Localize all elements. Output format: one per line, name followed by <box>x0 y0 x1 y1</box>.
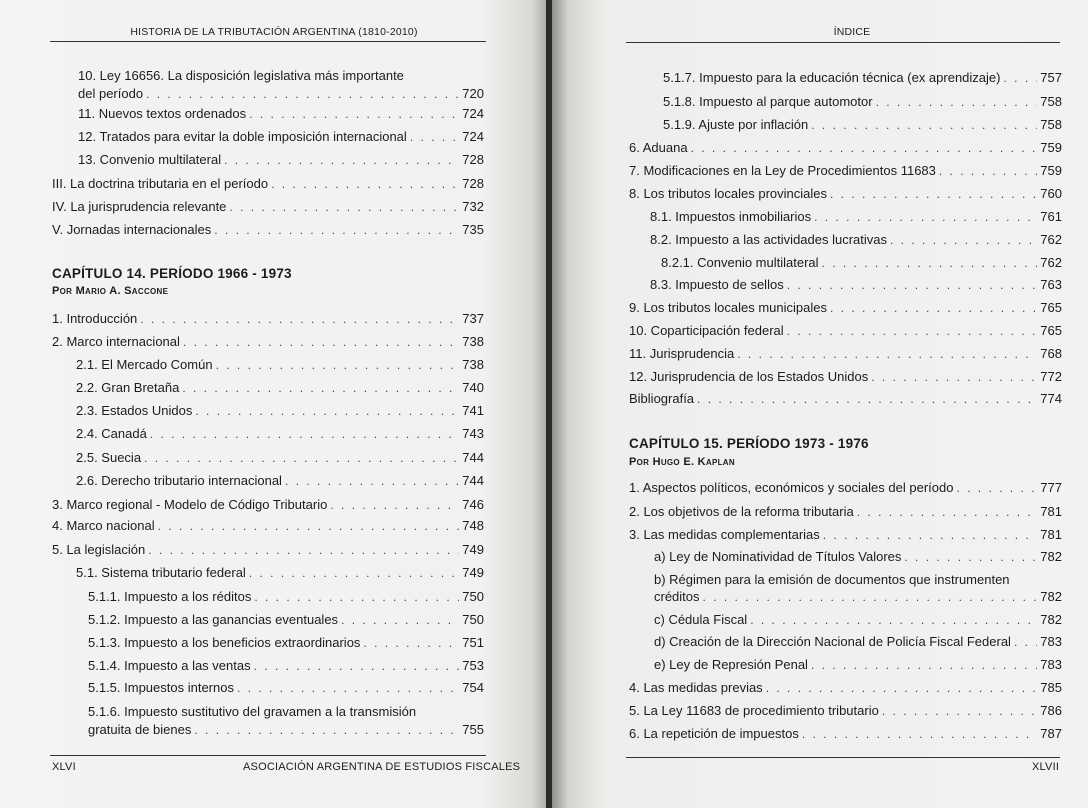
toc-page-number: 749 <box>462 565 484 580</box>
toc-page-number: 777 <box>1040 480 1062 495</box>
dot-leader <box>224 152 459 168</box>
toc-entry-label: 8.2.1. Convenio multilateral <box>661 255 819 270</box>
toc-entry <box>650 232 1062 248</box>
toc-entry <box>629 391 1062 407</box>
toc-entry <box>88 589 484 605</box>
dot-leader <box>830 300 1037 316</box>
toc-entry <box>52 334 484 350</box>
toc-entry-label: 5. La legislación <box>52 542 146 557</box>
toc-page-number: 758 <box>1040 94 1062 109</box>
toc-entry <box>76 357 484 373</box>
toc-page-number: 748 <box>462 518 484 533</box>
toc-entry <box>78 129 484 145</box>
toc-entry-label: 13. Convenio multilateral <box>78 152 222 167</box>
dot-leader <box>939 163 1037 179</box>
toc-entry <box>78 68 404 84</box>
toc-entry-label: 2. Los objetivos de la reforma tributaria <box>629 504 854 519</box>
dot-leader <box>363 635 459 651</box>
toc-entry <box>629 300 1062 316</box>
toc-entry-label: 9. Los tributos locales municipales <box>629 300 827 315</box>
toc-entry <box>52 222 484 238</box>
toc-page-number: 751 <box>462 635 484 650</box>
toc-entry <box>88 635 484 651</box>
toc-entry <box>654 657 1062 673</box>
toc-page-number: 758 <box>1040 117 1062 132</box>
dot-leader <box>148 542 459 558</box>
toc-entry <box>629 504 1062 520</box>
toc-entry <box>52 497 484 513</box>
toc-page-number: 757 <box>1040 70 1062 85</box>
toc-page-number: 785 <box>1040 680 1062 695</box>
dot-leader <box>254 658 460 674</box>
toc-entry <box>78 152 484 168</box>
toc-page-number: 761 <box>1040 209 1062 224</box>
toc-page-number: 740 <box>462 380 484 395</box>
toc-entry-label: 2.6. Derecho tributario internacional <box>76 473 282 488</box>
toc-entry-label: 5. La Ley 11683 de procedimiento tributario <box>629 703 879 718</box>
toc-page-number: 755 <box>462 722 484 737</box>
toc-page-number: 783 <box>1040 634 1062 649</box>
dot-leader <box>410 129 459 145</box>
dot-leader <box>814 209 1037 225</box>
dot-leader <box>271 176 459 192</box>
toc-entry <box>52 542 484 558</box>
toc-page-number: 781 <box>1040 504 1062 519</box>
dot-leader <box>249 106 459 122</box>
toc-entry-label: 5.1. Sistema tributario federal <box>76 565 246 580</box>
dot-leader <box>802 726 1037 742</box>
toc-page-number: 772 <box>1040 369 1062 384</box>
toc-page-number: 762 <box>1040 255 1062 270</box>
toc-entry-label: d) Creación de la Dirección Nacional de Policía Fiscal Federal <box>654 634 1011 649</box>
toc-entry-label: 8. Los tributos locales provinciales <box>629 186 827 201</box>
toc-entry <box>654 634 1062 650</box>
toc-entry-label: 6. Aduana <box>629 140 688 155</box>
toc-page-number: 732 <box>462 199 484 214</box>
dot-leader <box>194 722 459 738</box>
dot-leader <box>876 94 1038 110</box>
toc-entry <box>629 186 1062 202</box>
toc-entry-label: 10. Ley 16656. La disposición legislativa más importante <box>78 68 404 83</box>
toc-page-number: 782 <box>1040 612 1062 627</box>
toc-entry <box>629 680 1062 696</box>
toc-entry-label: 12. Tratados para evitar la doble imposición internacional <box>78 129 407 144</box>
dot-leader <box>904 549 1037 565</box>
toc-entry <box>52 199 484 215</box>
toc-page-number: 741 <box>462 403 484 418</box>
toc-entry-label: créditos <box>654 589 700 604</box>
dot-leader <box>237 680 459 696</box>
toc-page-number: 728 <box>462 152 484 167</box>
toc-entry-label: 4. Marco nacional <box>52 518 155 533</box>
toc-entry-label: V. Jornadas internacionales <box>52 222 212 237</box>
toc-entry <box>52 518 484 534</box>
toc-page-number: 720 <box>462 86 484 101</box>
toc-entry <box>76 426 484 442</box>
toc-page-number: 765 <box>1040 300 1062 315</box>
toc-entry-label: 11. Nuevos textos ordenados <box>78 106 247 121</box>
toc-entry-label: 3. Marco regional - Modelo de Código Tributario <box>52 497 328 512</box>
toc-entry-label: 1. Aspectos políticos, económicos y sociales del período <box>629 480 954 495</box>
toc-entry <box>654 589 1062 605</box>
toc-page-number: 744 <box>462 473 484 488</box>
toc-entry <box>629 346 1062 362</box>
toc-page-number: 737 <box>462 311 484 326</box>
header-rule <box>50 41 486 42</box>
toc-entry <box>629 323 1062 339</box>
chapter-author: Por Mario A. Saccone <box>52 285 169 297</box>
dot-leader <box>195 403 459 419</box>
toc-page-number: 762 <box>1040 232 1062 247</box>
toc-entry-label: III. La doctrina tributaria en el período <box>52 176 269 191</box>
toc-entry-label: 5.1.7. Impuesto para la educación técnica (ex aprendizaje) <box>663 70 1001 85</box>
toc-entry <box>629 163 1062 179</box>
dot-leader <box>285 473 459 489</box>
toc-entry-label: 1. Introducción <box>52 311 138 326</box>
toc-page-number: 753 <box>462 658 484 673</box>
dot-leader <box>871 369 1037 385</box>
toc-entry <box>629 140 1062 156</box>
toc-entry <box>88 680 484 696</box>
toc-page-number: 735 <box>462 222 484 237</box>
dot-leader <box>330 497 459 513</box>
chapter-title: CAPÍTULO 15. PERÍODO 1973 - 1976 <box>629 436 869 451</box>
toc-entry-label: 2. Marco internacional <box>52 334 180 349</box>
toc-entry <box>76 565 484 581</box>
toc-entry <box>629 480 1062 496</box>
toc-entry-label: 2.2. Gran Bretaña <box>76 380 180 395</box>
toc-page-number: 774 <box>1040 391 1062 406</box>
toc-entry <box>629 726 1062 742</box>
toc-entry-label: 3. Las medidas complementarias <box>629 527 820 542</box>
toc-page-number: 728 <box>462 176 484 191</box>
footer-rule <box>626 757 1060 758</box>
toc-page-number: 759 <box>1040 140 1062 155</box>
dot-leader <box>1014 634 1037 650</box>
dot-leader <box>811 657 1037 673</box>
toc-entry-label: 8.2. Impuesto a las actividades lucrativas <box>650 232 888 247</box>
toc-entry <box>52 176 484 192</box>
toc-entry <box>78 86 484 102</box>
toc-entry <box>629 369 1062 385</box>
dot-leader <box>254 589 459 605</box>
toc-entry-label: 2.1. El Mercado Común <box>76 357 213 372</box>
toc-entry <box>76 403 484 419</box>
dot-leader <box>750 612 1037 628</box>
toc-entry-label: gratuita de bienes <box>88 722 192 737</box>
running-head: ÍNDICE <box>833 26 871 38</box>
chapter-author: Por Hugo E. Kaplan <box>629 456 735 468</box>
toc-page-number: 743 <box>462 426 484 441</box>
header-rule <box>626 42 1060 43</box>
toc-page-number: 782 <box>1040 589 1062 604</box>
toc-page-number: 738 <box>462 357 484 372</box>
toc-entry <box>663 117 1062 133</box>
page-number: XLVII <box>1032 761 1060 773</box>
toc-entry <box>76 473 484 489</box>
toc-entry <box>76 450 484 466</box>
footer-rule <box>50 755 486 756</box>
toc-entry <box>629 527 1062 543</box>
toc-page-number: 786 <box>1040 703 1062 718</box>
dot-leader <box>150 426 459 442</box>
dot-leader <box>737 346 1037 362</box>
toc-entry-label: 5.1.2. Impuesto a las ganancias eventuales <box>88 612 339 627</box>
dot-leader <box>787 277 1038 293</box>
toc-entry <box>650 277 1062 293</box>
dot-leader <box>182 380 459 396</box>
toc-entry-label: 8.3. Impuesto de sellos <box>650 277 784 292</box>
dot-leader <box>229 199 459 215</box>
dot-leader <box>857 504 1038 520</box>
page-number: XLVI <box>52 761 76 773</box>
dot-leader <box>1003 70 1037 86</box>
toc-page-number: 759 <box>1040 163 1062 178</box>
toc-entry-label: 11. Jurisprudencia <box>629 346 735 361</box>
toc-page-number: 763 <box>1040 277 1062 292</box>
dot-leader <box>144 450 459 466</box>
toc-page-number: 783 <box>1040 657 1062 672</box>
toc-entry <box>661 255 1062 271</box>
dot-leader <box>956 480 1037 496</box>
dot-leader <box>216 357 460 373</box>
toc-entry-label: 5.1.9. Ajuste por inflación <box>663 117 809 132</box>
toc-entry-label: a) Ley de Nominatividad de Títulos Valores <box>654 549 902 564</box>
toc-entry <box>654 549 1062 565</box>
dot-leader <box>882 703 1037 719</box>
toc-page-number: 768 <box>1040 346 1062 361</box>
dot-leader <box>890 232 1037 248</box>
toc-entry-label: 10. Coparticipación federal <box>629 323 784 338</box>
toc-entry <box>650 209 1062 225</box>
toc-entry-label: 2.4. Canadá <box>76 426 147 441</box>
toc-entry <box>88 704 416 720</box>
toc-entry <box>78 106 484 122</box>
toc-entry-label: 5.1.6. Impuesto sustitutivo del gravamen a la transmisión <box>88 704 417 719</box>
toc-entry <box>76 380 484 396</box>
toc-entry <box>654 572 1010 588</box>
toc-entry-label: 5.1.5. Impuestos internos <box>88 680 234 695</box>
toc-entry-label: Bibliografía <box>629 391 695 406</box>
dot-leader <box>146 86 459 102</box>
toc-entry-label: 6. La repetición de impuestos <box>629 726 799 741</box>
dot-leader <box>214 222 459 238</box>
toc-page-number: 724 <box>462 129 484 144</box>
toc-entry-label: 7. Modificaciones en la Ley de Procedimientos 11683 <box>629 163 936 178</box>
toc-entry <box>663 94 1062 110</box>
dot-leader <box>830 186 1037 202</box>
toc-page-number: 749 <box>462 542 484 557</box>
toc-entry-label: b) Régimen para la emisión de documentos que instrumenten <box>654 572 1010 587</box>
toc-entry-label: 2.5. Suecia <box>76 450 142 465</box>
toc-page-number: 750 <box>462 612 484 627</box>
toc-page-number: 782 <box>1040 549 1062 564</box>
running-head: HISTORIA DE LA TRIBUTACIÓN ARGENTINA (1810-2010) <box>130 26 418 38</box>
toc-entry-label: del período <box>78 86 144 101</box>
toc-page-number: 744 <box>462 450 484 465</box>
footer-text: ASOCIACIÓN ARGENTINA DE ESTUDIOS FISCALES <box>243 761 521 773</box>
dot-leader <box>766 680 1038 696</box>
toc-page-number: 746 <box>462 497 484 512</box>
toc-entry <box>663 70 1062 86</box>
dot-leader <box>703 589 1038 605</box>
toc-page-number: 754 <box>462 680 484 695</box>
dot-leader <box>697 391 1037 407</box>
toc-entry-label: 5.1.8. Impuesto al parque automotor <box>663 94 873 109</box>
toc-entry-label: 5.1.4. Impuesto a las ventas <box>88 658 251 673</box>
toc-page-number: 738 <box>462 334 484 349</box>
toc-entry-label: 5.1.3. Impuesto a los beneficios extraordinarios <box>88 635 361 650</box>
dot-leader <box>787 323 1038 339</box>
toc-entry <box>52 311 484 327</box>
toc-entry <box>88 658 484 674</box>
toc-page-number: 765 <box>1040 323 1062 338</box>
toc-page-number: 724 <box>462 106 484 121</box>
dot-leader <box>341 612 459 628</box>
dot-leader <box>249 565 459 581</box>
toc-entry-label: 8.1. Impuestos inmobiliarios <box>650 209 812 224</box>
toc-entry-label: 12. Jurisprudencia de los Estados Unidos <box>629 369 869 384</box>
toc-page-number: 787 <box>1040 726 1062 741</box>
dot-leader <box>158 518 460 534</box>
dot-leader <box>183 334 459 350</box>
toc-page-number: 760 <box>1040 186 1062 201</box>
toc-entry-label: IV. La jurisprudencia relevante <box>52 199 227 214</box>
chapter-title: CAPÍTULO 14. PERÍODO 1966 - 1973 <box>52 266 292 281</box>
dot-leader <box>691 140 1038 156</box>
toc-page-number: 781 <box>1040 527 1062 542</box>
toc-page-number: 750 <box>462 589 484 604</box>
toc-entry <box>629 703 1062 719</box>
toc-entry <box>88 612 484 628</box>
right-page <box>552 0 1088 808</box>
toc-entry-label: 2.3. Estados Unidos <box>76 403 193 418</box>
toc-entry <box>654 612 1062 628</box>
toc-entry-label: e) Ley de Represión Penal <box>654 657 808 672</box>
dot-leader <box>811 117 1037 133</box>
toc-entry-label: 4. Las medidas previas <box>629 680 763 695</box>
dot-leader <box>822 255 1038 271</box>
toc-entry <box>88 722 484 738</box>
dot-leader <box>140 311 459 327</box>
toc-entry-label: c) Cédula Fiscal <box>654 612 748 627</box>
dot-leader <box>823 527 1038 543</box>
toc-entry-label: 5.1.1. Impuesto a los réditos <box>88 589 252 604</box>
